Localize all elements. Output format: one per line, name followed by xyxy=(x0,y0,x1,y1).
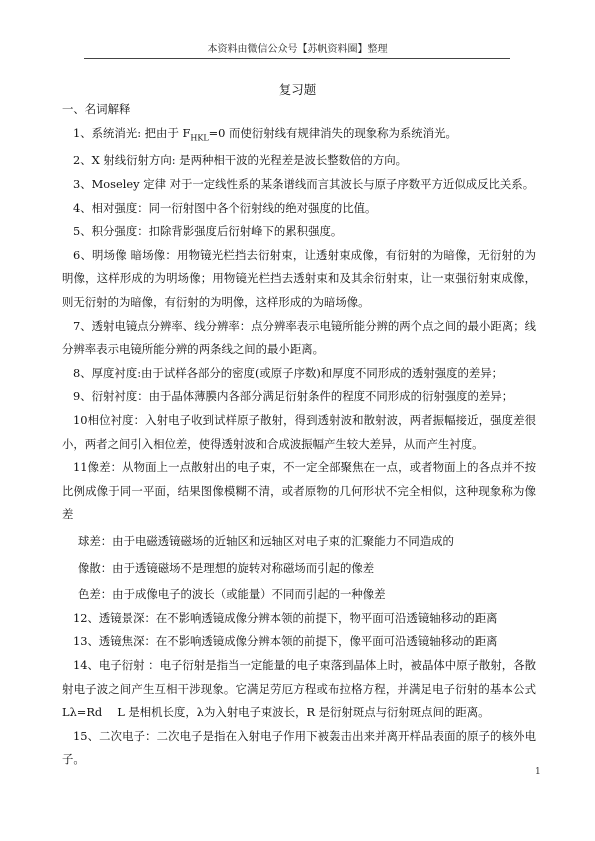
content xyxy=(62,98,536,772)
term-number: 7、 xyxy=(73,318,92,333)
term-text: 相对强度：同一衍射图中各个衍射线的绝对强度的比值。 xyxy=(91,200,377,215)
term-number: 1、 xyxy=(73,125,92,140)
term-number: 2、 xyxy=(73,153,92,168)
aberration-item: 色差：由于成像电子的波长（或能量）不同而引起的一种像差 xyxy=(78,587,386,602)
term-item xyxy=(62,220,536,244)
term-text: 明场像 暗场像：用物镜光栏挡去衍射束，让透射束成像，有衍射的为暗像，无衍射的为明像，这样形成的为明场像；用物镜光栏挡去透射束和及其余衍射束，让一束强衍射束成像，则无衍射的为暗像，有衍射的为明像，这样形成的为暗场像。 xyxy=(62,247,537,310)
term-text: 透镜焦深：在不影响透镜成像分辨本领的前提下，像平面可沿透镜轴移动的距离 xyxy=(98,634,498,649)
term-item xyxy=(62,315,536,362)
term-number: 4、 xyxy=(73,200,92,215)
term-text: 相位衬度：入射电子收到试样原子散射，得到透射波和散射波，两者振幅接近，强度差很小，两者之间引入相位差，使得透射波和合成波振幅产生较大差异，从而产生衬度。 xyxy=(62,413,536,451)
header-rule xyxy=(84,58,510,59)
term-text: X 射线衍射方向: 是两种相干波的光程差是波长整数倍的方向。 xyxy=(91,153,407,168)
term-text: 积分强度：扣除背影强度后衍射峰下的累积强度。 xyxy=(91,224,343,239)
term-text: 电子衍射 ：电子衍射是指当一定能量的电子束落到晶体上时，被晶体中原子散射，各散射电子波之间产生互相干涉现象。它满足劳厄方程或布拉格方程，并满足电子衍射的基本公式 Lλ=Rd L 是相机长度，λ为入射电子束波长，R 是衍射斑点与衍射斑点间的距离。 xyxy=(62,657,536,720)
page-header: 本资料由微信公众号【苏帆资料圈】整理 xyxy=(207,44,388,55)
term-item xyxy=(62,362,536,386)
term-text: 透镜景深：在不影响透镜成像分辨本领的前提下，物平面可沿透镜轴移动的距离 xyxy=(98,610,498,625)
term-item xyxy=(62,122,536,150)
term-number: 5、 xyxy=(73,224,92,239)
term-text: 系统消光: 把由于 $F_{HKL}=0$ 而使衍射线有规律消失的现象称为系统消光。 xyxy=(91,125,457,142)
term-item xyxy=(62,456,536,527)
term-item xyxy=(62,607,536,631)
term-number: 10 xyxy=(73,413,88,427)
term-number: 13、 xyxy=(73,634,99,649)
term-item xyxy=(62,409,536,456)
term-item xyxy=(62,244,536,315)
term-item xyxy=(62,173,536,197)
term-item xyxy=(62,725,536,772)
term-number: 15、 xyxy=(73,728,100,743)
term-number: 14、 xyxy=(73,657,99,672)
term-item xyxy=(62,654,536,725)
term-number: 11 xyxy=(73,460,88,475)
term-text: 二次电子：二次电子是指在入射电子作用下被轰击出来并离开样品表面的原子的核外电子。 xyxy=(62,728,536,767)
term-text: 厚度衬度:由于试样各部分的密度(或原子序数)和厚度不同形成的透射强度的差异； xyxy=(91,365,504,380)
section-heading: 一、名词解释 xyxy=(62,102,131,116)
term-text: 衍射衬度：由于晶体薄膜内各部分满足衍射条件的程度不同形成的衍射强度的差异； xyxy=(91,389,514,404)
term-text: 透射电镜点分辨率、线分辨率：点分辨率表示电镜所能分辨的两个点之间的最小距离；线分辨率表示电镜所能分辨的两条线之间的最小距离。 xyxy=(62,318,536,357)
term-item xyxy=(62,197,536,221)
term-number: 8、 xyxy=(73,365,92,380)
page-title: 复习题 xyxy=(278,82,317,97)
term-item xyxy=(62,149,536,173)
term-item xyxy=(62,385,536,409)
page-number: 1 xyxy=(535,767,541,777)
term-number: 12、 xyxy=(73,610,99,625)
term-text: 像差：从物面上一点散射出的电子束，不一定全部聚焦在一点，或者物面上的各点并不按比例成像于同一平面，结果图像模糊不清，或者原物的几何形状不完全相似，这种现象称为像差 xyxy=(62,460,536,522)
aberration-item: 球差：由于电磁透镜磁场的近轴区和远轴区对电子束的汇聚能力不同造成的 xyxy=(78,533,454,548)
term-number: 9、 xyxy=(73,389,92,404)
aberration-item: 像散：由于透镜磁场不是理想的旋转对称磁场而引起的像差 xyxy=(78,560,375,575)
term-text: Moseley 定律 对于一定线性系的某条谱线而言其波长与原子序数平方近似成反比关系。 xyxy=(91,177,535,192)
term-list-2 xyxy=(62,607,536,772)
term-list xyxy=(62,122,536,527)
aberration-sublist xyxy=(62,530,536,607)
term-number: 3、 xyxy=(73,177,92,192)
term-number: 6、 xyxy=(73,247,93,262)
term-item xyxy=(62,630,536,654)
